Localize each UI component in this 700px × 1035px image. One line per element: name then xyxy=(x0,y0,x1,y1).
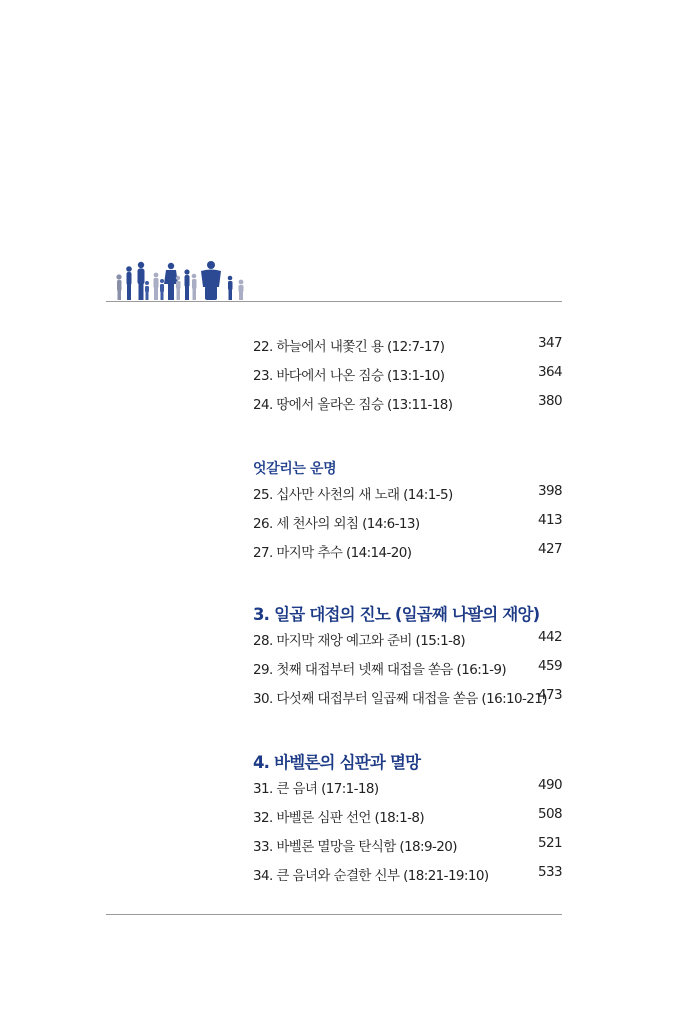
toc-entry-title: 28. 마지막 재앙 예고와 준비 (15:1-8) xyxy=(253,633,466,649)
top-divider xyxy=(106,301,562,302)
people-silhouettes-icon xyxy=(112,256,252,302)
toc-entry-title: 24. 땅에서 올라온 짐승 (13:11-18) xyxy=(253,397,453,413)
part-heading-text: 4. 바벨론의 심판과 멸망 xyxy=(253,753,421,772)
toc-entry-page: 473 xyxy=(538,687,562,703)
toc-entry-title: 29. 첫째 대접부터 넷째 대접을 쏟음 (16:1-9) xyxy=(253,662,507,678)
part-heading xyxy=(253,738,562,772)
toc-entry[interactable] xyxy=(253,772,562,801)
toc-entry[interactable] xyxy=(253,507,562,536)
section-subheading xyxy=(253,444,562,478)
toc-entry-page: 490 xyxy=(538,777,562,793)
toc-entry[interactable] xyxy=(253,536,562,565)
bottom-divider xyxy=(106,914,562,915)
toc-entry[interactable] xyxy=(253,478,562,507)
toc-entry-page: 413 xyxy=(538,512,562,528)
toc-entry-title: 23. 바다에서 나온 짐승 (13:1-10) xyxy=(253,368,445,384)
toc-entry-title: 25. 십사만 사천의 새 노래 (14:1-5) xyxy=(253,487,453,503)
toc-entry-page: 398 xyxy=(538,483,562,499)
toc-entry-title: 26. 세 천사의 외침 (14:6-13) xyxy=(253,516,420,532)
toc-entry-page: 427 xyxy=(538,541,562,557)
part-heading-text: 3. 일곱 대접의 진노 (일곱째 나팔의 재앙) xyxy=(253,605,540,624)
toc-entry[interactable] xyxy=(253,624,562,653)
toc-entry-title: 30. 다섯째 대접부터 일곱째 대접을 쏟음 (16:10-21) xyxy=(253,691,547,707)
toc-entry[interactable] xyxy=(253,682,562,711)
subheading-text: 엇갈리는 운명 xyxy=(253,461,337,477)
toc-entry[interactable] xyxy=(253,388,562,417)
toc-entry-title: 27. 마지막 추수 (14:14-20) xyxy=(253,545,412,561)
toc-entry-page: 508 xyxy=(538,806,562,822)
toc-entry[interactable] xyxy=(253,859,562,888)
toc-entry-page: 364 xyxy=(538,364,562,380)
toc-entry-title: 31. 큰 음녀 (17:1-18) xyxy=(253,781,379,797)
toc-entry-title: 32. 바벨론 심판 선언 (18:1-8) xyxy=(253,810,425,826)
toc-entry[interactable] xyxy=(253,801,562,830)
toc-entry-page: 533 xyxy=(538,864,562,880)
table-of-contents xyxy=(253,330,562,888)
toc-entry[interactable] xyxy=(253,830,562,859)
toc-entry-title: 22. 하늘에서 내쫓긴 용 (12:7-17) xyxy=(253,339,445,355)
toc-entry-page: 459 xyxy=(538,658,562,674)
toc-entry-title: 33. 바벨론 멸망을 탄식함 (18:9-20) xyxy=(253,839,457,855)
toc-entry[interactable] xyxy=(253,330,562,359)
toc-entry[interactable] xyxy=(253,653,562,682)
toc-entry[interactable] xyxy=(253,359,562,388)
toc-entry-page: 380 xyxy=(538,393,562,409)
toc-entry-title: 34. 큰 음녀와 순결한 신부 (18:21-19:10) xyxy=(253,868,489,884)
part-heading xyxy=(253,590,562,624)
toc-entry-page: 347 xyxy=(538,335,562,351)
toc-entry-page: 521 xyxy=(538,835,562,851)
toc-entry-page: 442 xyxy=(538,629,562,645)
